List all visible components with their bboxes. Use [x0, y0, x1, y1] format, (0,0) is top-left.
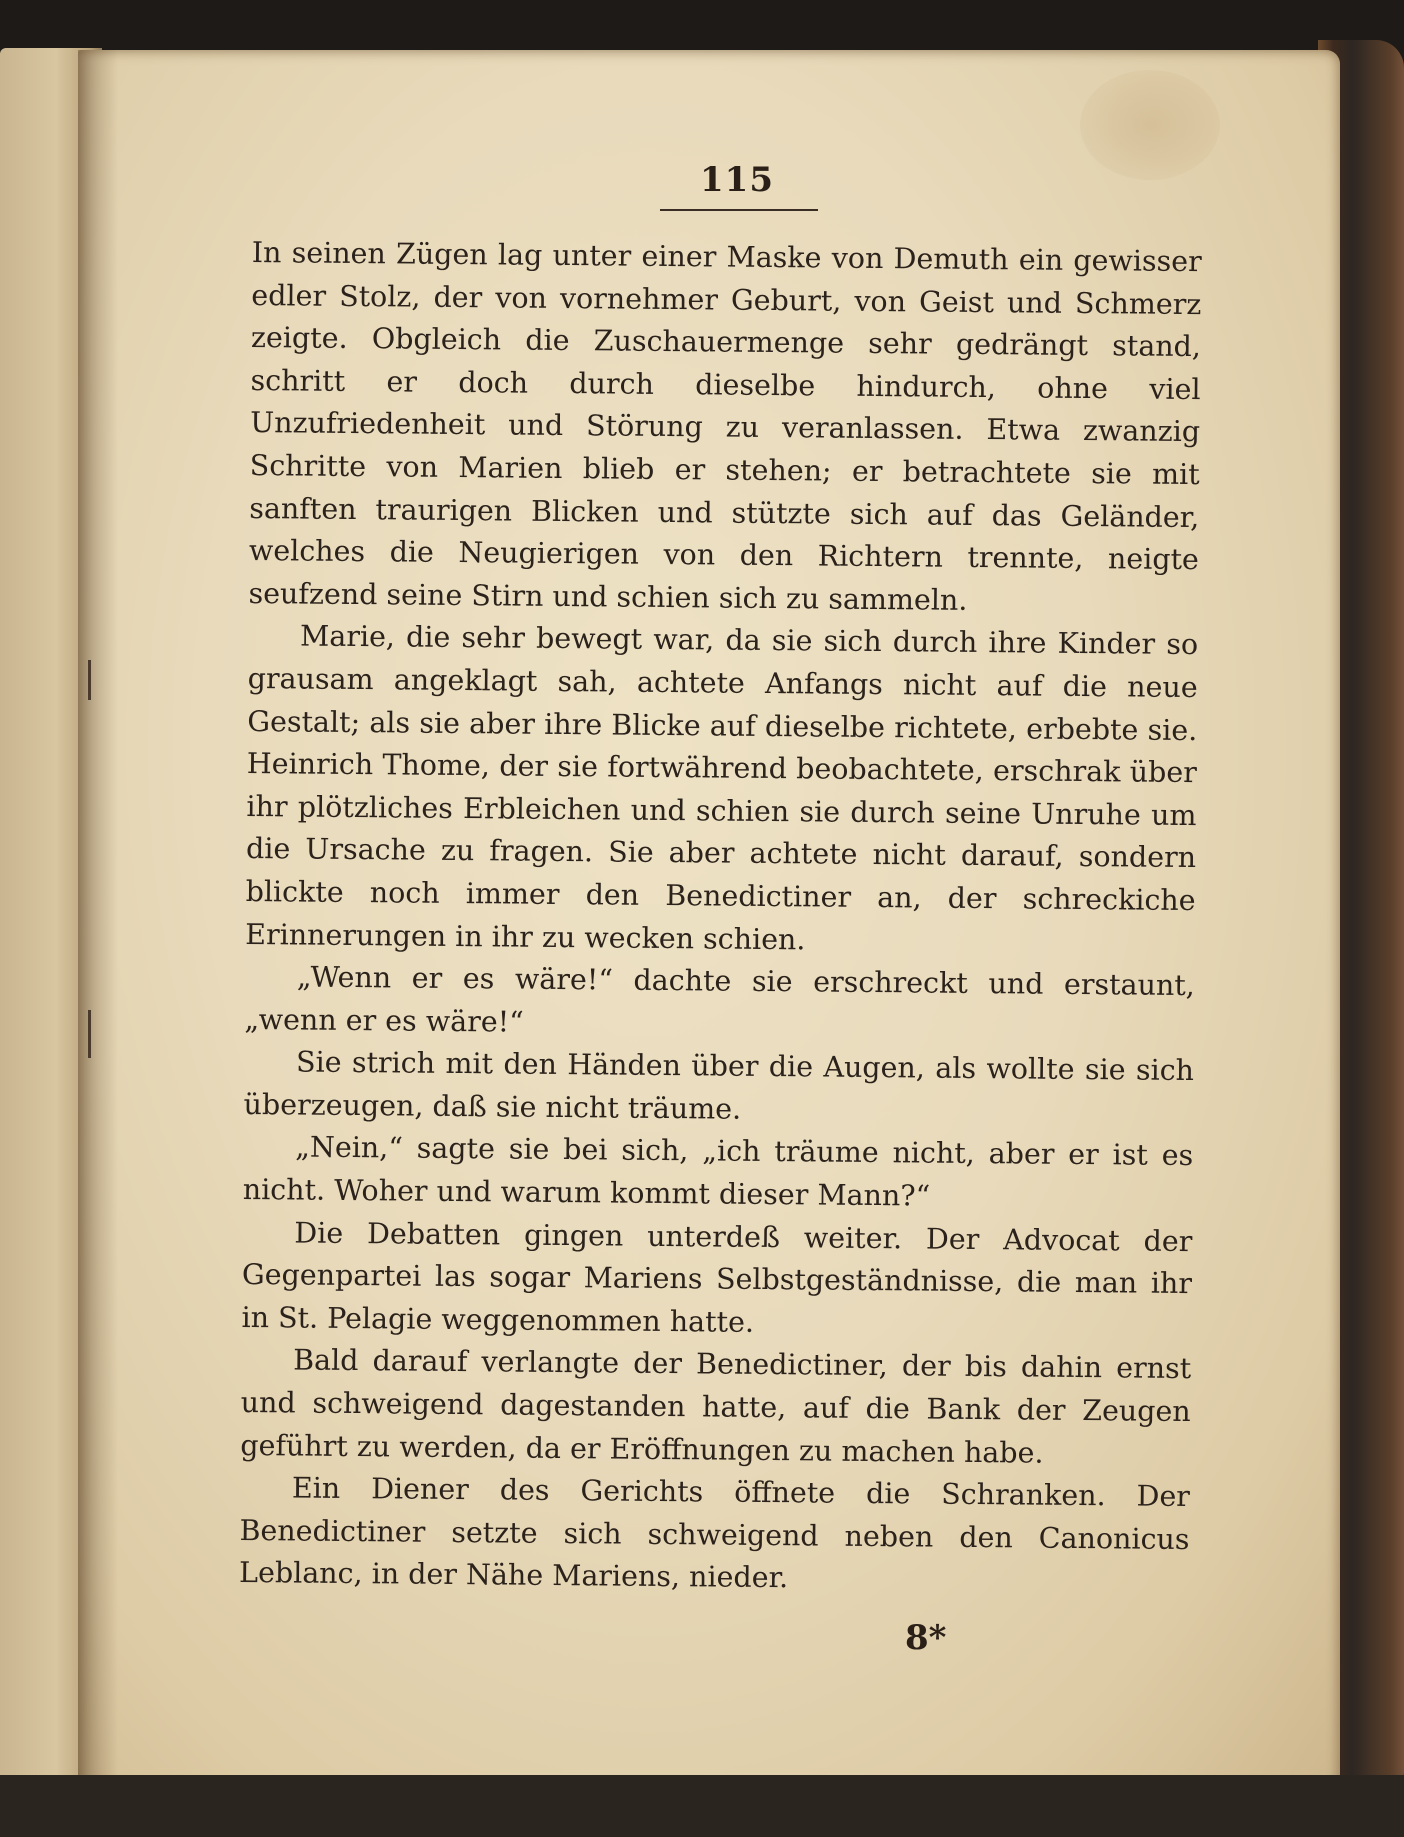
page-number: 115 — [700, 160, 774, 200]
paragraph: Marie, die sehr bewegt war, da sie sich durch ihre Kinder so grausam angeklagt sah, achtete Anfangs nicht auf die neue Gestalt; als sie aber ihre Blicke auf dieselbe richtete, erbebte sie. Heinrich Thome, der sie fortwährend beobachtete, erschrak über ihr plötzliches Erbleichen und schien sie durch seine Unruhe um die Ursache zu fragen. Sie aber achtete nicht darauf, sondern blickte noch immer den Benedictiner an, der schreckiche Erinnerungen in ihr zu wecken schien. — [245, 619, 1199, 956]
paragraph: Die Debatten gingen unterdeß weiter. Der Advocat der Gegenpartei las sogar Mariens Selbstgeständnisse, die man ihr in St. Pelagie weggenommen hatte. — [241, 1216, 1193, 1339]
margin-mark — [88, 1010, 91, 1058]
paragraph: Sie strich mit den Händen über die Augen, als wollte sie sich überzeugen, daß sie nicht träume. — [243, 1045, 1195, 1126]
paragraph: Bald darauf verlangte der Benedictiner, der bis dahin ernst und schweigend dagestanden hatte, auf die Bank der Zeugen geführt zu werden, da er Eröffnungen zu machen habe. — [240, 1343, 1192, 1470]
body-text — [239, 232, 1202, 1604]
paragraph: Ein Diener des Gerichts öffnete die Schranken. Der Benedictiner setzte sich schweigend neben den Canonicus Leblanc, in der Nähe Mariens, nieder. — [238, 1471, 1191, 1595]
signature-mark: 8* — [905, 1618, 947, 1658]
paragraph: In seinen Zügen lag unter einer Maske von Demuth ein gewisser edler Stolz, der von vornehmer Geburt, von Geist und Schmerz zeigte. Obgleich die Zuschauermenge sehr gedrängt stand, schritt er doch durch dieselbe hindurch, ohne viel Unzufriedenheit und Störung zu veranlassen. Etwa zwanzig Schritte von Marien blieb er stehen; er betrachtete sie mit sanften traurigen Blicken und stützte sich auf das Geländer, welches die Neugierigen von den Richtern trennte, neigte seufzend seine Stirn und schien sich zu sammeln. — [248, 235, 1202, 617]
paper-stain — [1080, 70, 1220, 180]
book-cover-bottom — [0, 1775, 1404, 1837]
paragraph: „Nein,“ sagte sie bei sich, „ich träume nicht, aber er ist es nicht. Woher und warum kommt dieser Mann?“ — [242, 1130, 1194, 1213]
margin-mark — [88, 660, 91, 700]
gutter-shadow — [78, 50, 118, 1790]
header-rule — [660, 209, 818, 211]
paragraph: „Wenn er es wäre!“ dachte sie erschreckt und erstaunt, „wenn er es wäre!“ — [244, 960, 1195, 1039]
